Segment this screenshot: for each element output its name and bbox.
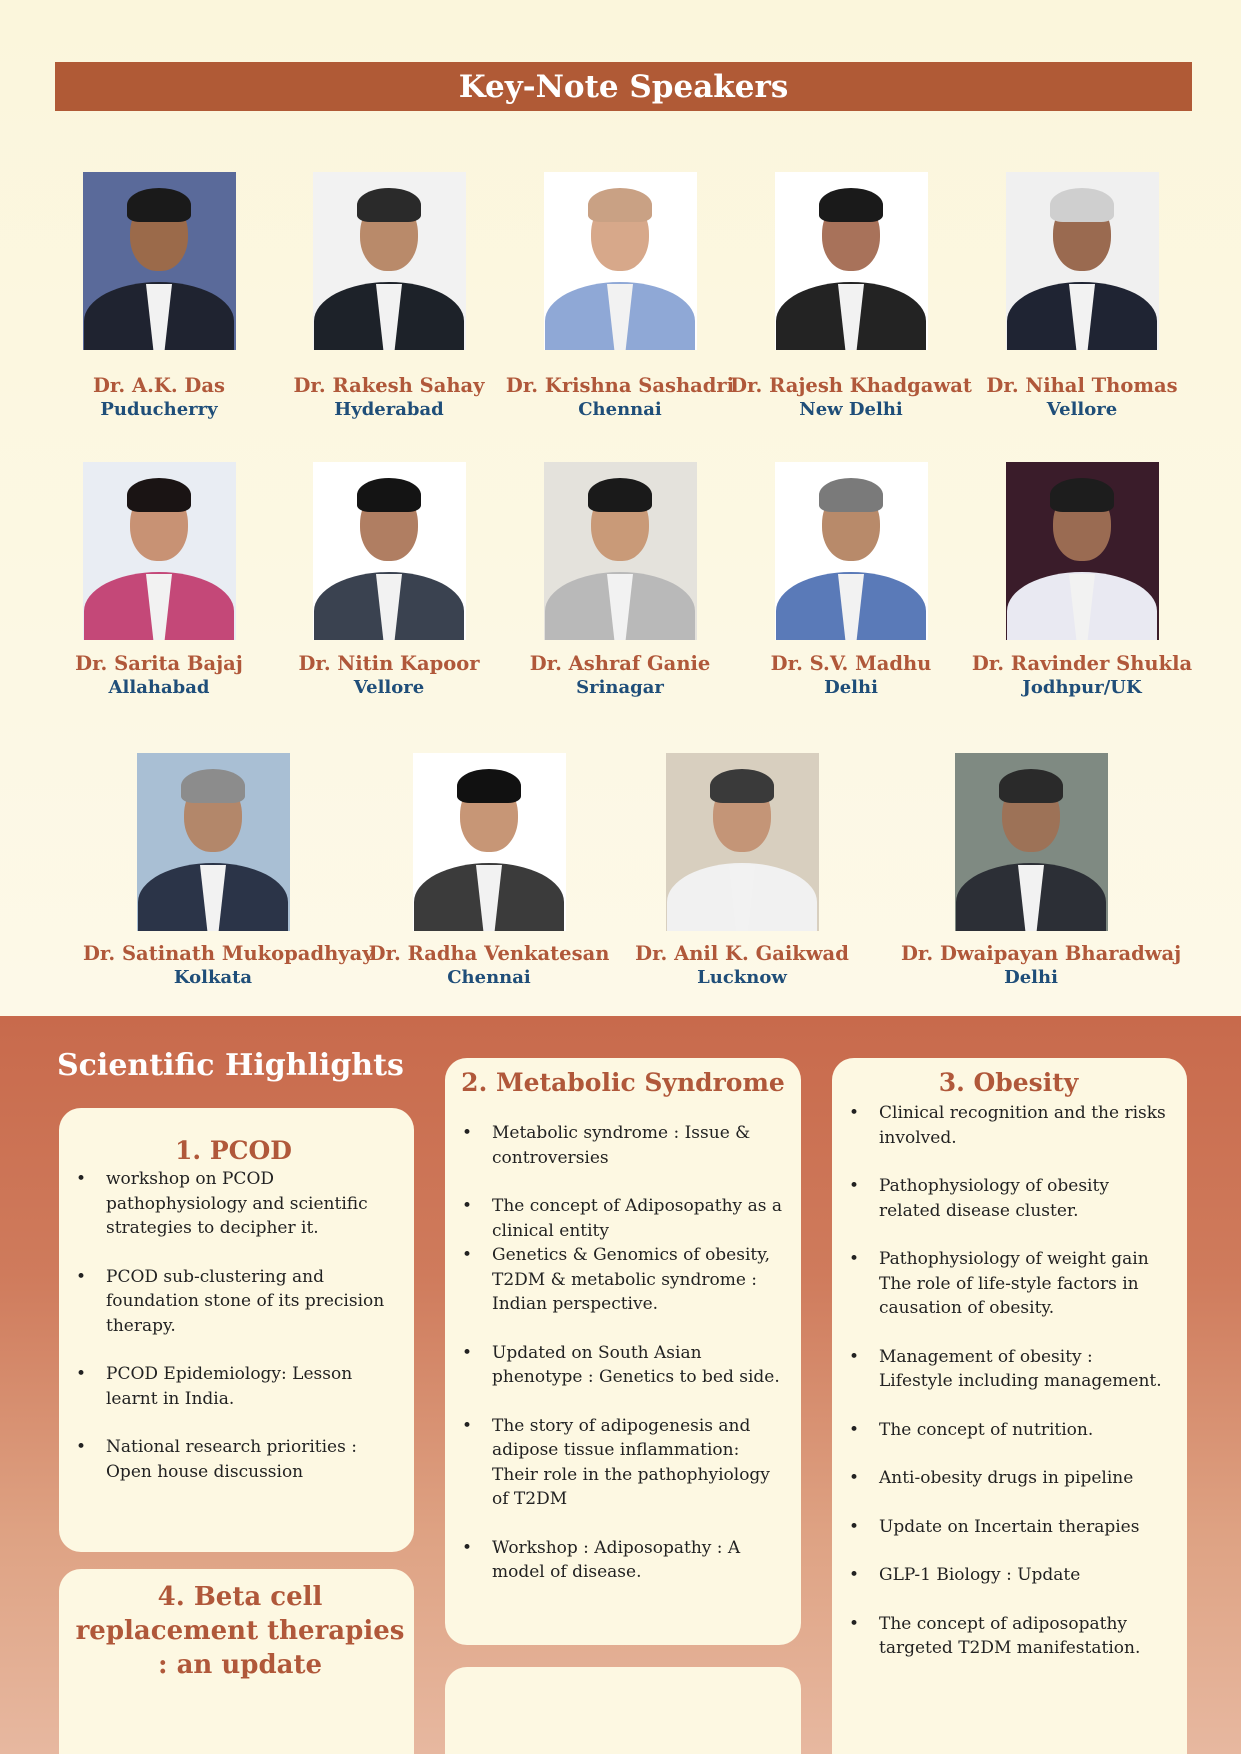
- list-item: • workshop on PCOD pathophysiology and scientific strategies to decipher it.: [73, 1167, 394, 1241]
- speaker-city: Hyderabad: [334, 399, 444, 420]
- obesity-list: [846, 1101, 1171, 1661]
- speaker-city: Kolkata: [173, 967, 253, 988]
- speaker-city: Chennai: [578, 399, 662, 420]
- list-item: • Management of obesity : Lifestyle including management.: [846, 1345, 1171, 1394]
- speaker-card: [259, 462, 519, 700]
- list-item: • Workshop : Adiposopathy : A model of disease.: [459, 1536, 787, 1585]
- speaker-name: Dr. Nihal Thomas: [986, 374, 1178, 397]
- speaker-city: Chennai: [447, 967, 531, 988]
- speaker-city: Lucknow: [697, 967, 787, 988]
- obesity-title: 3. Obesity: [938, 1068, 1079, 1097]
- list-item: • National research priorities : Open house discussion: [73, 1435, 394, 1484]
- speaker-card: [29, 462, 289, 700]
- speaker-photo: [83, 462, 236, 640]
- speaker-photo: [1006, 462, 1159, 640]
- list-item: • Update on Incertain therapies: [846, 1515, 1171, 1540]
- list-item: • The concept of Adiposopathy as a clinical entity: [459, 1194, 787, 1243]
- speaker-photo: [666, 753, 819, 931]
- obesity-card: [832, 1058, 1187, 1754]
- speaker-name: Dr. Dwaipayan Bharadwaj: [901, 942, 1182, 965]
- speaker-photo: [137, 753, 290, 931]
- speaker-city: Vellore: [353, 677, 425, 698]
- speaker-name: Dr. Ravinder Shukla: [971, 652, 1193, 675]
- speaker-card: [721, 462, 981, 700]
- speaker-card: [259, 172, 519, 422]
- speaker-city: Puducherry: [100, 399, 218, 420]
- speaker-city: New Delhi: [799, 399, 903, 420]
- metabolic-list: [459, 1121, 787, 1585]
- empty-card: [445, 1667, 801, 1754]
- speaker-card: [901, 753, 1182, 990]
- speaker-name: Dr. Ashraf Ganie: [529, 652, 711, 675]
- speaker-name: Dr. Rakesh Sahay: [293, 374, 485, 397]
- speaker-name: Dr. Sarita Bajaj: [75, 652, 243, 675]
- speaker-city: Delhi: [824, 677, 878, 698]
- speaker-card: [29, 172, 289, 422]
- speaker-card: [952, 462, 1212, 700]
- metabolic-title: 2. Metabolic Syndrome: [461, 1068, 785, 1097]
- speaker-photo: [544, 462, 697, 640]
- speaker-city: Vellore: [1046, 399, 1118, 420]
- list-item: • Pathophysiology of obesity related disease cluster.: [846, 1174, 1171, 1223]
- speaker-card: [83, 753, 374, 990]
- speaker-city: Allahabad: [108, 677, 210, 698]
- list-item: • The concept of adiposopathy targeted T2DM manifestation.: [846, 1612, 1171, 1661]
- speaker-name: Dr. Radha Venkatesan: [368, 942, 610, 965]
- speaker-card: [490, 172, 750, 422]
- list-item: • Genetics & Genomics of obesity, T2DM & metabolic syndrome : Indian perspective.: [459, 1243, 787, 1317]
- list-item: • PCOD sub-clustering and foundation stone of its precision therapy.: [73, 1265, 394, 1339]
- pcod-title: 1. PCOD: [175, 1136, 292, 1165]
- speaker-photo: [544, 172, 697, 350]
- speaker-photo: [1006, 172, 1159, 350]
- pcod-card: [59, 1108, 414, 1552]
- speaker-photo: [313, 462, 466, 640]
- speaker-card: [952, 172, 1212, 422]
- speaker-photo: [955, 753, 1108, 931]
- speaker-city: Delhi: [1004, 967, 1058, 988]
- speaker-card: [721, 172, 981, 422]
- highlights-title: Scientific Highlights: [57, 1048, 404, 1083]
- speaker-name: Dr. Satinath Mukopadhyay: [83, 942, 374, 965]
- speaker-photo: [775, 172, 928, 350]
- speaker-name: Dr. Rajesh Khadgawat: [730, 374, 972, 397]
- speaker-card: [490, 462, 750, 700]
- list-item: • Pathophysiology of weight gain The role of life-style factors in causation of obesity.: [846, 1247, 1171, 1321]
- page-title: Key-Note Speakers: [55, 62, 1192, 111]
- speaker-card: [359, 753, 619, 990]
- speaker-photo: [83, 172, 236, 350]
- speaker-photo: [413, 753, 566, 931]
- speaker-name: Dr. Nitin Kapoor: [298, 652, 480, 675]
- beta-title: 4. Beta cell replacement therapies : an update: [75, 1582, 405, 1680]
- list-item: • Updated on South Asian phenotype : Genetics to bed side.: [459, 1341, 787, 1390]
- speaker-name: Dr. A.K. Das: [93, 374, 225, 397]
- speaker-card: [612, 753, 872, 990]
- speaker-photo: [313, 172, 466, 350]
- list-item: • PCOD Epidemiology: Lesson learnt in India.: [73, 1362, 394, 1411]
- list-item: • GLP-1 Biology : Update: [846, 1563, 1171, 1588]
- speaker-name: Dr. S.V. Madhu: [770, 652, 932, 675]
- list-item: • Anti-obesity drugs in pipeline: [846, 1466, 1171, 1491]
- list-item: • The story of adipogenesis and adipose tissue inflammation: Their role in the pathophyiology of T2DM: [459, 1414, 787, 1512]
- pcod-list: [73, 1167, 394, 1484]
- speaker-photo: [775, 462, 928, 640]
- speaker-name: Dr. Krishna Sashadri: [505, 374, 735, 397]
- metabolic-card: [445, 1058, 801, 1645]
- list-item: • Metabolic syndrome : Issue & controversies: [459, 1121, 787, 1170]
- speaker-city: Jodhpur/UK: [1022, 677, 1142, 698]
- list-item: • The concept of nutrition.: [846, 1418, 1171, 1443]
- list-item: • Clinical recognition and the risks involved.: [846, 1101, 1171, 1150]
- speaker-city: Srinagar: [576, 677, 664, 698]
- speaker-name: Dr. Anil K. Gaikwad: [635, 942, 849, 965]
